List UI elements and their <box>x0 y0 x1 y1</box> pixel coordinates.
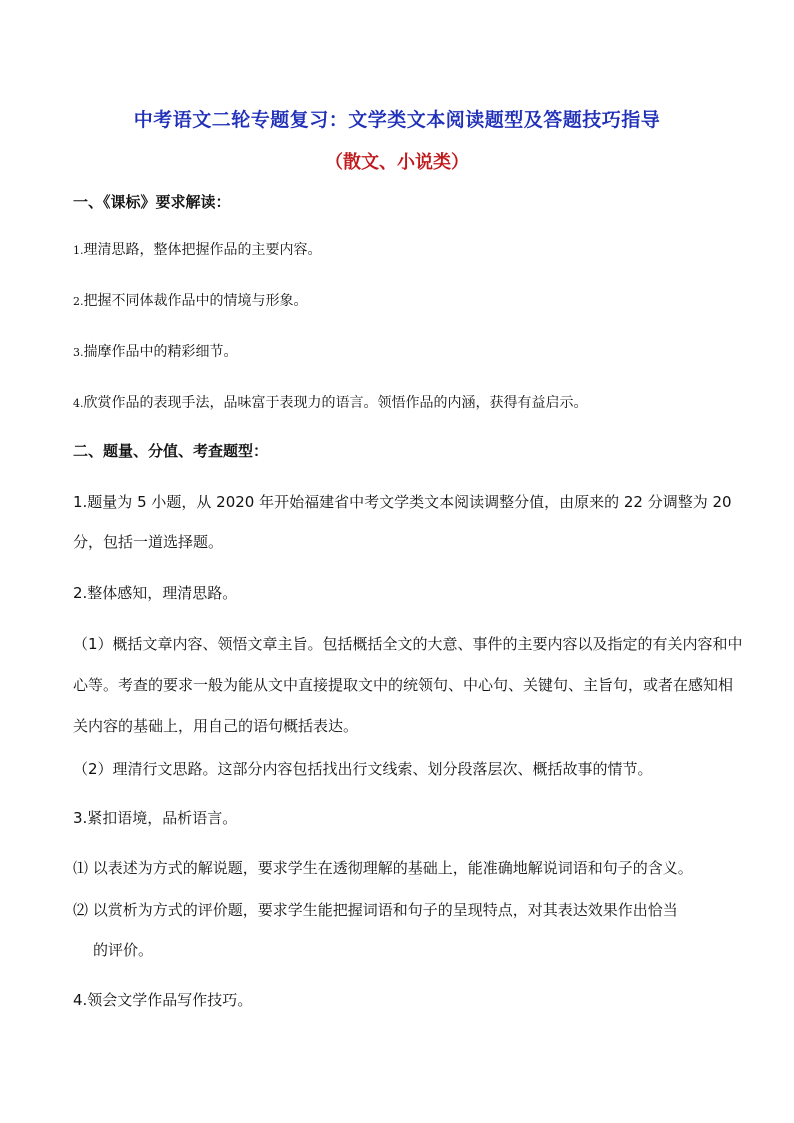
paragraph-3-line-2: 心等。考查的要求一般为能从文中直接提取文中的统领句、中心句、关键句、主旨句，或者在感知相 <box>73 676 734 694</box>
paragraph-7-line-1: ⑵ 以赏析为方式的评价题，要求学生能把握词语和句子的呈现特点，对其表达效果作出恰当 <box>73 901 678 919</box>
paragraph-8: 4.领会文学作品写作技巧。 <box>73 991 253 1009</box>
paragraph-3-line-3: 关内容的基础上，用自己的语句概括表达。 <box>73 717 359 735</box>
item-number: 1. <box>73 244 84 257</box>
paragraph-7-line-2: 的评价。 <box>93 941 154 959</box>
paragraph-5: 3.紧扣语境，品析语言。 <box>73 809 238 827</box>
item-number: 3. <box>73 346 84 359</box>
item-number: 2. <box>73 295 84 308</box>
item-text: 揣摩作品中的精彩细节。 <box>83 344 238 360</box>
paragraph-4: （2）理清行文思路。这部分内容包括找出行文线索、划分段落层次、概括故事的情节。 <box>73 760 653 778</box>
item-text: 理清思路，整体把握作品的主要内容。 <box>83 242 322 258</box>
section-heading-question-types: 二、题量、分值、考查题型： <box>73 442 269 460</box>
document-subtitle: （散文、小说类） <box>325 152 469 173</box>
standards-item-3 <box>73 342 238 363</box>
item-number: 4. <box>73 397 84 410</box>
document-title: 中考语文二轮专题复习：文学类文本阅读题型及答题技巧指导 <box>133 109 661 131</box>
paragraph-2: 2.整体感知，理清思路。 <box>73 584 238 602</box>
standards-item-4 <box>73 393 588 414</box>
paragraph-1-line-1: 1.题量为 5 小题，从 2020 年开始福建省中考文学类文本阅读调整分值，由原来的 22 分调整为 20 <box>73 493 732 511</box>
section-heading-standards: 一、《课标》要求解读： <box>73 193 231 211</box>
paragraph-6: ⑴ 以表述为方式的解说题，要求学生在透彻理解的基础上，能准确地解说词语和句子的含义。 <box>73 859 693 877</box>
item-text: 把握不同体裁作品中的情境与形象。 <box>83 293 308 309</box>
standards-item-1 <box>73 240 322 261</box>
paragraph-1-line-2: 分，包括一道选择题。 <box>73 533 224 551</box>
item-text: 欣赏作品的表现手法，品味富于表现力的语言。领悟作品的内涵，获得有益启示。 <box>83 395 588 411</box>
standards-item-2 <box>73 291 308 312</box>
paragraph-3-line-1: （1）概括文章内容、领悟文章主旨。包括概括全文的大意、事件的主要内容以及指定的有关内容和中 <box>73 635 743 653</box>
